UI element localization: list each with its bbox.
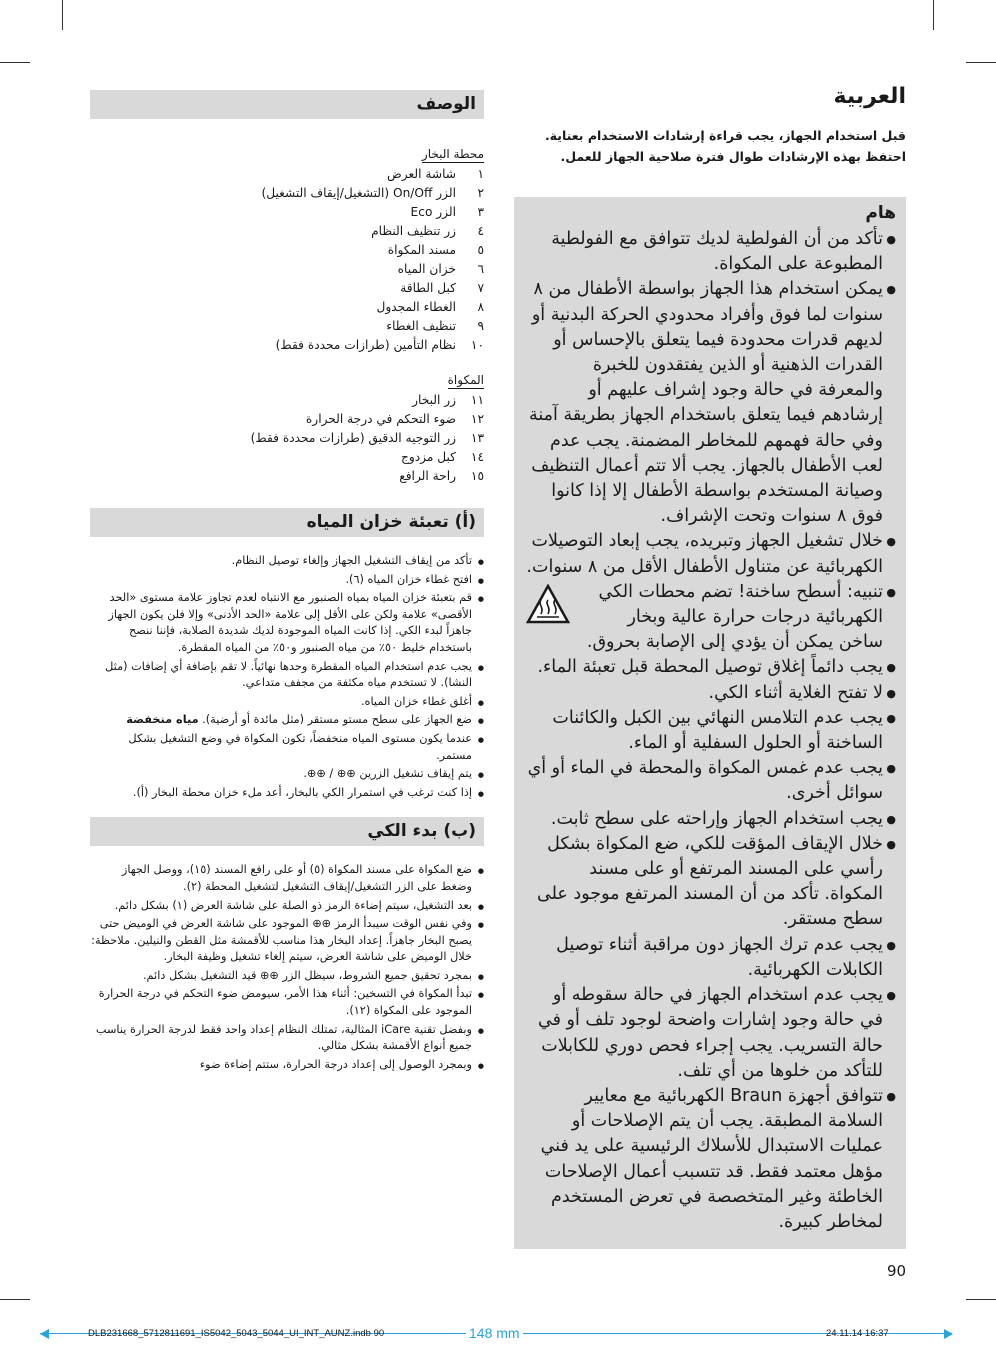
part-item: ٢ الزر On/Off (التشغيل/إيقاف التشغيل) bbox=[261, 186, 484, 200]
description-section-title: الوصف bbox=[90, 90, 484, 119]
list-item: ● يجب عدم استخدام الجهاز في حالة سقوطه أو في حالة وجود إشارات واضحة لوجود تلف أو في حالة التسريب. يجب إجراء فحص دوري للكابلات للتأكد من خلوها من أي تلف. bbox=[526, 983, 896, 1084]
hot-surface-warning-icon bbox=[526, 584, 570, 624]
station-parts-group bbox=[90, 143, 484, 355]
list-item: ● بمجرد تحقيق جميع الشروط، سيظل الزر ⊕⊕ قيد التشغيل بشكل دائم. bbox=[90, 968, 484, 985]
list-item: ● لا تفتح الغلاية أثناء الكي. bbox=[526, 681, 896, 706]
intro-paragraph: قبل استخدام الجهاز، يجب قراءة إرشادات الاستخدام بعناية. احتفظ بهذه الإرشادات طوال فترة صلاحية الجهاز للعمل. bbox=[544, 128, 906, 164]
list-item: ● إذا كنت ترغب في استمرار الكي بالبخار، أعد ملء خزان محطة البخار (أ). bbox=[90, 785, 484, 802]
list-item: ● خلال تشغيل الجهاز وتبريده، يجب إبعاد التوصيلات الكهربائية عن متناول الأطفال الأقل من ٨ سنوات. bbox=[526, 529, 896, 579]
part-item: ١٤ كبل مزدوج bbox=[400, 450, 484, 464]
list-item: ● يجب عدم ترك الجهاز دون مراقبة أثناء توصيل الكابلات الكهربائية. bbox=[526, 933, 896, 983]
list-item: ● وفي نفس الوقت سيبدأ الرمز ⊕⊕ الموجود على شاشة العرض في الوميض حتى يصبح البخار جاهزاً. إعداد البخار هذا مناسب للأقمشة مثل القطن والنيلين. ملاحظة: خلال الوميض على شاشة العرض، سيتم إلغاء تشغيل وظيفة البخار. bbox=[90, 916, 484, 966]
part-item: ٧ كبل الطاقة bbox=[400, 281, 484, 295]
list-item: ● تتوافق أجهزة Braun الكهربائية مع معايير السلامة المطبقة. يجب أن يتم الإصلاحات أو عمليات الاستبدال للأسلاك الرئيسية على يد فني مؤهل معتمد فقط. قد تتسبب أعمال الإصلاحات الخاطئة وغير المتخصصة في تعرض المستخدم لمخاطر كبيرة. bbox=[526, 1084, 896, 1235]
crop-mark bbox=[966, 62, 996, 63]
low-water-label: مياه منخفضة bbox=[126, 713, 199, 727]
list-item: ● يجب عدم غمس المكواة والمحطة في الماء أو أي سوائل أخرى. bbox=[526, 756, 896, 806]
arrow-left-icon bbox=[40, 1329, 49, 1339]
fill-tank-section-title: (أ) تعبئة خزان المياه bbox=[90, 508, 484, 537]
part-item: ٩ تنظيف الغطاء bbox=[386, 319, 484, 333]
list-item: ● ضع المكواة على مسند المكواة (٥) أو على رافع المسند (١٥)، ووصل الجهاز وضغط على الزر التشغيل/إيقاف التشغيل لتشغيل المحطة (٢). bbox=[90, 862, 484, 895]
right-column bbox=[514, 84, 906, 1249]
crop-mark bbox=[62, 0, 63, 30]
important-title: هام bbox=[865, 203, 896, 223]
list-item: ● يتم إيقاف تشغيل الزرين ⊕⊕ / ⊕⊕. bbox=[90, 766, 484, 783]
crop-mark bbox=[933, 0, 934, 30]
print-date: 24.11.14 16:37 bbox=[826, 1328, 889, 1339]
list-item: ● قم بتعبئة خزان المياه بمياه الصنبور مع الانتباه لعدم تجاوز علامة مستوى «الحد الأقصى» علامة ولكن على الأقل إلى علامة «الحد الأدنى» وإلا فلن يكون الجهاز جاهزاً لبدء الكي. إذا كانت المياه الموجودة لديك شديدة الصلابة، فإننا ننصح باستخدام خليط ٥٠٪ من مياه الصنبور و٥٠٪ من المياه المقطرة. bbox=[90, 590, 484, 656]
part-item: ٣ الزر Eco bbox=[410, 205, 484, 219]
list-item: ● يجب دائماً إغلاق توصيل المحطة قبل تعبئة الماء. bbox=[526, 655, 896, 680]
iron-heading: المكواة bbox=[447, 373, 484, 387]
list-item: ● تأكد من أن الفولطية لديك تتوافق مع الفولطية المطبوعة على المكواة. bbox=[526, 227, 896, 277]
list-item: ● وبفضل تقنية iCare المثالية، تمتلك النظام إعداد واحد فقط لدرجة الحرارة يناسب جميع أنواع الأقمشة بشكل مثالي. bbox=[90, 1022, 484, 1055]
page-number: 90 bbox=[887, 1262, 907, 1280]
iron-parts-group bbox=[90, 369, 484, 486]
list-item: ● يجب عدم التلامس النهائي بين الكبل والكائنات الساخنة أو الحلول السفلية أو الماء. bbox=[526, 706, 896, 756]
list-item: ● ضع الجهاز على سطح مستو مستقر (مثل مائدة أو أرضية). مياه منخفضة bbox=[90, 712, 484, 729]
list-item: ● يمكن استخدام هذا الجهاز بواسطة الأطفال من ٨ سنوات لما فوق وأفراد محدودي الحركة البدنية أو لديهم قدرات محدودة فيما يتعلق بالإحساس أو القدرات الذهنية أو الذين يفتقدون للخبرة والمعرفة في حالة وجود إشراف عليهم أو إرشادهم فيما يتعلق باستخدام الجهاز بطريقة آمنة وفي حالة فهمهم للمخاطر المضمنة. يجب عدم لعب الأطفال بالجهاز. يجب ألا تتم أعمال التنظيف وصيانة المستخدم بواسطة الأطفال إلا إذا كانوا فوق ٨ سنوات وتحت الإشراف. bbox=[526, 277, 896, 529]
list-item: ● بعد التشغيل، سيتم إضاءة الرمز ذو الصلة على شاشة العرض (١) بشكل دائم. bbox=[90, 898, 484, 915]
warning-text: ● تنبيه: أسطح ساخنة! تضم محطات الكي الكهربائية درجات حرارة عالية وبخار ساخن يمكن أن يؤدي إلى الإصابة بحروق. bbox=[586, 581, 883, 653]
list-item: ● خلال الإيقاف المؤقت للكي، ضع المكواة بشكل رأسي على المسند المرتفع أو على مسند المكواة. تأكد من أن المسند المرتفع موجود على سطح مستقر. bbox=[526, 832, 896, 933]
list-item: ● أغلق غطاء خزان المياه. bbox=[90, 694, 484, 711]
part-item: ٥ مسند المكواة bbox=[387, 243, 484, 257]
part-item: ١٠ نظام التأمين (طرازات محددة فقط) bbox=[275, 338, 484, 352]
left-column bbox=[90, 90, 484, 1075]
part-item: ١١ زر البخار bbox=[412, 393, 484, 407]
fill-tank-list bbox=[90, 553, 484, 801]
part-item: ١ شاشة العرض bbox=[387, 167, 484, 181]
arrow-right-icon bbox=[944, 1329, 953, 1339]
crop-mark bbox=[966, 1299, 996, 1300]
list-item: ● عندما يكون مستوى المياه منخفضاً، تكون المكواة في وضع التشغيل بشكل مستمر. bbox=[90, 731, 484, 764]
list-item: ● افتح غطاء خزان المياه (٦). bbox=[90, 572, 484, 589]
crop-mark bbox=[0, 62, 30, 63]
part-item: ١٣ زر التوجيه الدقيق (طرازات محددة فقط) bbox=[250, 431, 484, 445]
part-item: ٦ خزان المياه bbox=[397, 262, 484, 276]
language-title: العربية bbox=[833, 84, 906, 109]
list-item: ● تأكد من إيقاف التشغيل الجهاز وإلغاء توصيل النظام. bbox=[90, 553, 484, 570]
list-item: ● تبدأ المكواة في التسخين: أثناء هذا الأمر، سيومض ضوء التحكم في درجة الحرارة الموجود على المكواة (١٢). bbox=[90, 986, 484, 1019]
start-ironing-list bbox=[90, 862, 484, 1073]
list-item: ● وبمجرد الوصول إلى إعداد درجة الحرارة، ستتم إضاءة ضوء bbox=[90, 1057, 484, 1074]
list-item: ● يجب عدم استخدام المياه المقطرة وحدها نهائياً. لا تقم بإضافة أي إضافات (مثل النشا). لا تستخدم مياه مكثفة من مجفف متداعي. bbox=[90, 659, 484, 692]
crop-mark bbox=[0, 1299, 30, 1300]
file-info: DLB231668_5712811691_IS5042_5043_5044_UI_INT_AUNZ.indb 90 bbox=[88, 1328, 385, 1339]
list-item-warning bbox=[526, 580, 896, 656]
important-list bbox=[526, 227, 896, 1235]
list-item: ● يجب استخدام الجهاز وإراحته على سطح ثابت. bbox=[526, 807, 896, 832]
part-item: ١٢ ضوء التحكم في درجة الحرارة bbox=[305, 412, 484, 426]
important-box bbox=[514, 197, 906, 1249]
station-heading: محطة البخار bbox=[421, 147, 484, 161]
start-ironing-section-title: (ب) بدء الكي bbox=[90, 817, 484, 846]
measure-label: 148 mm bbox=[466, 1325, 523, 1341]
part-item: ٤ زر تنظيف النظام bbox=[371, 224, 484, 238]
part-item: ١٥ راحة الرافع bbox=[399, 469, 484, 483]
part-item: ٨ الغطاء المجدول bbox=[376, 300, 484, 314]
